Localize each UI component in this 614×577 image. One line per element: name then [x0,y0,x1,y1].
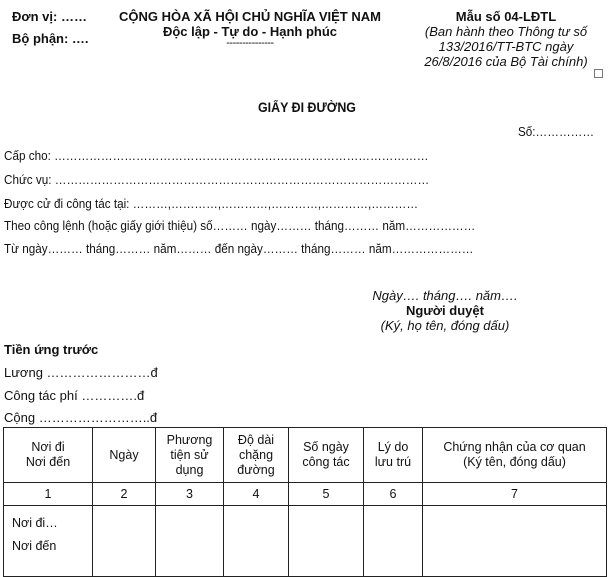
col-number: 5 [289,483,364,506]
table-header-row [4,428,607,483]
col-header-transport: Phương tiện sử dụng [156,428,224,483]
department-label: Bộ phận: …. [12,31,89,46]
approval-date: Ngày…. tháng…. năm…. [372,288,518,303]
col-number: 1 [4,483,93,506]
document-title: GIẤY ĐI ĐƯỜNG [258,100,356,115]
certification-cell[interactable] [423,506,607,577]
trip-table [3,427,607,577]
advance-salary[interactable]: Lương ……………………đ [4,365,158,380]
col-header-route: Nơi đi Nơi đến [4,428,93,483]
table-row [4,506,607,577]
col-number: 2 [93,483,156,506]
col-number: 7 [423,483,607,506]
unit-label: Đơn vị: …… [12,9,87,24]
depart-label: Nơi đi… [12,516,58,530]
destination-field[interactable]: Được cử đi công tác tại: ………,…………,…………,…………,…………,………… [4,196,419,211]
motto-rule: --------------- [226,37,274,49]
col-header-date: Ngày [93,428,156,483]
col-header-stay-reason: Lý do lưu trú [364,428,423,483]
form-note-line2: 133/2016/TT-BTC ngày [438,39,574,54]
approver-role: Người duyệt [406,303,484,318]
approver-sign-note: (Ký, họ tên, đóng dấu) [380,318,510,333]
position-field[interactable]: Chức vụ: …………………………………………………………………………………… [4,172,430,187]
checkbox-icon[interactable] [594,69,603,78]
form-code: Mẫu số 04-LĐTL [455,9,557,24]
work-days-cell[interactable] [289,506,364,577]
form-note-line1: (Ban hành theo Thông tư số [424,24,588,39]
transport-cell[interactable] [156,506,224,577]
advance-title: Tiền ứng trước [4,342,99,357]
distance-cell[interactable] [224,506,289,577]
national-motto: Độc lập - Tự do - Hạnh phúc [162,24,338,39]
document-number[interactable]: Số:…………… [518,124,595,139]
col-header-certification: Chứng nhận của cơ quan (Ký tên, đóng dấu) [423,428,607,483]
table-number-row [4,483,607,506]
date-cell[interactable] [93,506,156,577]
col-number: 6 [364,483,423,506]
stay-reason-cell[interactable] [364,506,423,577]
col-number: 3 [156,483,224,506]
form-note-line3: 26/8/2016 của Bộ Tài chính) [424,54,588,69]
period-field[interactable]: Từ ngày……… tháng……… năm……… đến ngày……… tháng……… năm………………… [4,241,474,256]
route-cell[interactable] [4,506,93,577]
col-header-distance: Độ dài chặng đường [224,428,289,483]
issued-to-field[interactable]: Cấp cho: …………………………………………………………………………………… [4,148,429,163]
col-header-work-days: Số ngày công tác [289,428,364,483]
advance-travel-fee[interactable]: Công tác phí ………….đ [4,388,145,403]
arrive-label: Nơi đến [12,539,57,553]
nation-title: CỘNG HÒA XÃ HỘI CHỦ NGHĨA VIỆT NAM [119,9,381,24]
col-number: 4 [224,483,289,506]
advance-total[interactable]: Cộng ……………………..đ [4,410,158,425]
order-field[interactable]: Theo công lệnh (hoặc giấy giới thiệu) số……… ngày……… tháng……… năm……………… [4,218,476,233]
